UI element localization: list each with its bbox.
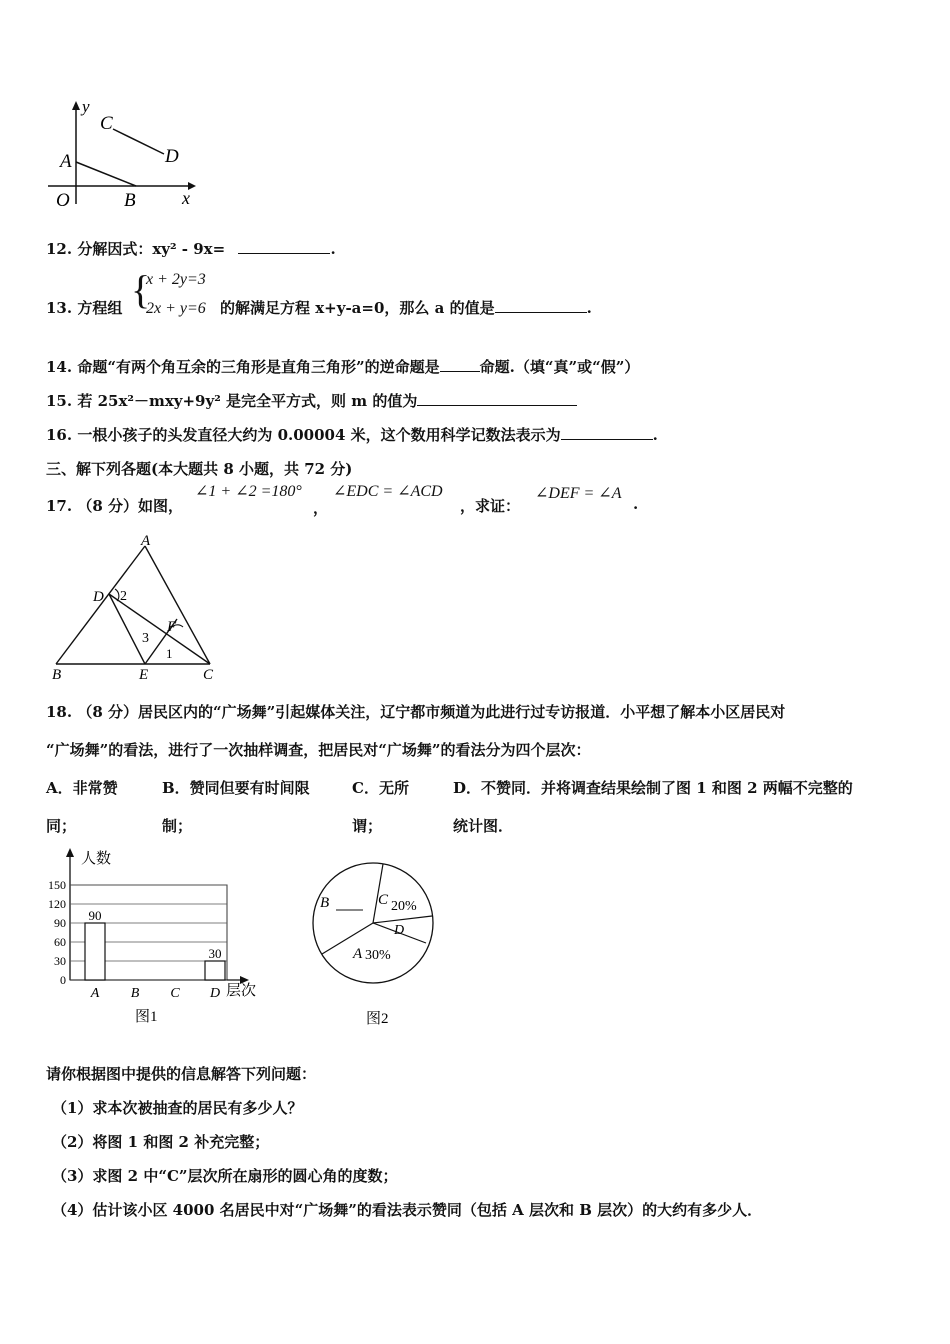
pie-percent-a: 30% [365, 948, 391, 963]
q16-text: 一根小孩子的头发直径大约为 0.00004 米，这个数用科学记数法表示为 [77, 426, 561, 444]
sub-question-2: （2）将图 1 和图 2 补充完整； [52, 1133, 270, 1151]
q13-prefix: 方程组 [77, 299, 123, 317]
sub-question-4: （4）估计该小区 4000 名居民中对“广场舞”的看法表示赞同（包括 A 层次和 B 层次）的大约有多少人． [52, 1201, 763, 1219]
side-ab [56, 546, 145, 664]
y-tick-label: 0 [60, 973, 66, 987]
segment-de [109, 594, 145, 664]
label-c: C [100, 113, 113, 134]
option-d-line1: D．不赞同．并将调查结果绘制了图 1 和图 2 两幅不完整的 [453, 779, 853, 797]
y-tick-label: 30 [54, 954, 66, 968]
q17-sep1: ， [313, 499, 329, 517]
label-y: y [82, 98, 90, 116]
q17-score: （8 分）如图， [77, 497, 184, 515]
section-3-heading: 三、解下列各题(本大题共 8 小题，共 72 分) [46, 460, 353, 478]
y-axis-arrow [72, 101, 80, 110]
q15-text: 若 25x²－mxy+9y² 是完全平方式，则 m 的值为 [77, 392, 418, 410]
tri-label-3: 3 [142, 631, 149, 646]
option-b-line1: B．赞同但要有时间限 [162, 779, 310, 797]
q14-text: 命题“有两个角互余的三角形是直角三角形”的逆命题是 [77, 358, 440, 376]
question-17-intro [46, 495, 183, 516]
label-o: O [56, 190, 70, 211]
bar-D [205, 961, 225, 980]
questions-intro: 请你根据图中提供的信息解答下列问题： [46, 1065, 317, 1083]
question-12 [46, 238, 336, 259]
triangle-figure [40, 533, 240, 683]
q15-answer-blank[interactable] [417, 391, 577, 406]
option-c-line1: C．无所 [352, 779, 409, 797]
label-d: D [165, 146, 179, 167]
segment-dc [109, 594, 210, 664]
q13-end: . [586, 299, 592, 317]
q13-text: 的解满足方程 x+y-a=0，那么 a 的值是 [220, 299, 495, 317]
q18-option-b [162, 777, 310, 836]
bar-xlabel: 层次 [226, 983, 257, 999]
q12-answer-blank[interactable] [238, 239, 330, 254]
label-b: B [124, 190, 136, 211]
x-category-label-D: D [209, 986, 221, 1001]
option-a-line1: A．非常赞 [46, 779, 118, 797]
pie-label-d: D [394, 923, 405, 938]
x-category-label-B: B [130, 986, 140, 1001]
sub-question-1: （1）求本次被抽查的居民有多少人？ [52, 1099, 303, 1117]
equation-brace: { [131, 267, 151, 312]
q16-number: 16. [46, 426, 73, 444]
option-a-line2: 同； [46, 817, 77, 835]
pie-title: 图2 [366, 1011, 389, 1027]
label-a: A [60, 151, 72, 172]
q17-goal: ∠DEF = ∠A [535, 485, 622, 502]
tri-label-e: E [139, 667, 149, 683]
q13-number: 13. [46, 299, 73, 317]
q18-option-a [46, 777, 118, 836]
option-d-line2: 统计图． [453, 817, 514, 835]
pie-radius-d-start [373, 916, 432, 923]
q17-cond1: ∠1 + ∠2 =180° [195, 483, 302, 500]
tri-label-f: F [167, 619, 177, 635]
tri-label-d: D [93, 589, 104, 605]
q15-number: 15. [46, 392, 73, 410]
segment-ab [76, 162, 136, 186]
option-b-line2: 制； [162, 817, 193, 835]
bar-data-label-A: 90 [88, 908, 102, 923]
q12-end: . [330, 240, 336, 258]
q14-suffix: 命题.（填“真”或“假”） [479, 358, 640, 376]
q17-number: 17. [46, 497, 73, 515]
q13-answer-blank[interactable] [495, 298, 587, 313]
x-category-label-C: C [170, 986, 180, 1001]
segment-cd [113, 129, 164, 154]
q12-number: 12. [46, 240, 73, 258]
y-tick-label: 150 [48, 878, 66, 892]
sub-question-3: （3）求图 2 中“C”层次所在扇形的圆心角的度数； [52, 1167, 398, 1185]
pie-chart-figure-2 [300, 850, 450, 1032]
y-tick-label: 90 [54, 916, 66, 930]
q18-option-c [352, 777, 409, 836]
side-ac [145, 546, 210, 664]
tri-label-b: B [52, 667, 62, 683]
q17-cond2: ∠EDC = ∠ACD [333, 483, 443, 500]
question-16 [46, 424, 658, 445]
q13-rest [220, 297, 592, 318]
pie-label-a: A [353, 946, 363, 962]
bar-data-label-D: 30 [208, 946, 222, 961]
tri-label-2: 2 [120, 589, 127, 604]
y-tick-label: 60 [54, 935, 66, 949]
question-13 [46, 297, 122, 318]
q12-text: 分解因式：xy² - 9x= [77, 240, 226, 258]
q18-option-d [453, 777, 853, 836]
q14-answer-blank[interactable] [440, 357, 480, 372]
tri-label-1: 1 [166, 646, 173, 661]
label-x: x [182, 188, 190, 208]
option-c-line2: 谓； [352, 817, 383, 835]
pie-label-c: C [378, 892, 389, 908]
question-14 [46, 356, 639, 377]
q18-line1: 18. （8 分）居民区内的“广场舞”引起媒体关注，辽宁都市频道为此进行过专访报道．小平想了解本小区居民对 [46, 703, 786, 721]
y-tick-label: 120 [48, 897, 66, 911]
question-15 [46, 390, 577, 411]
q16-end: . [652, 426, 658, 444]
tri-label-c: C [203, 667, 214, 683]
q14-number: 14. [46, 358, 73, 376]
coordinate-figure [40, 98, 210, 213]
q13-eq2: 2x + y=6 [146, 300, 206, 317]
q17-end: . [633, 495, 639, 513]
q17-sep2: ，求证： [460, 497, 521, 515]
bar-chart-figure-1 [40, 843, 270, 1028]
q13-eq1: x + 2y=3 [146, 271, 206, 288]
pie-label-b: B [320, 895, 330, 911]
bar-A [85, 923, 105, 980]
bar-ylabel: 人数 [81, 851, 112, 867]
tri-label-a: A [141, 533, 151, 549]
bar-title: 图1 [135, 1009, 158, 1025]
pie-percent-c: 20% [391, 899, 417, 914]
q16-answer-blank[interactable] [561, 425, 653, 440]
x-category-label-A: A [90, 986, 100, 1001]
q18-line2: “广场舞”的看法，进行了一次抽样调查，把居民对“广场舞”的看法分为四个层次： [46, 741, 591, 759]
bar-y-arrow [66, 848, 74, 857]
